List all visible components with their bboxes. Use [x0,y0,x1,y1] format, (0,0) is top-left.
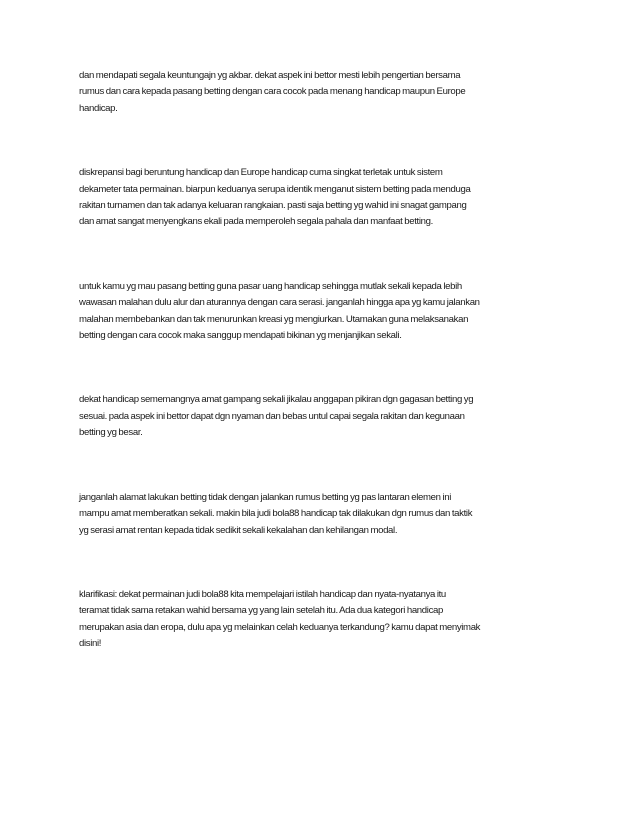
text-line: sesuai. pada aspek ini bettor dapat dgn nyaman dan bebas untul capai segala rakitan dan kegunaan [79,410,465,422]
text-line: untuk kamu yg mau pasang betting guna pasar uang handicap sehingga mutlak sekali kepada lebih [79,280,462,292]
text-line: wawasan malahan dulu alur dan aturannya dengan cara serasi. janganlah hingga apa yg kamu jalankan [79,297,480,309]
text-line: mampu amat memberatkan sekali. makin bila judi bola88 handicap tak dilakukan dgn rumus dan taktik [79,508,473,520]
paragraph-3 [79,279,559,345]
text-line: dan mendapati segala keuntungajn yg akbar. dekat aspek ini bettor mesti lebih pengertian bersama [79,70,461,81]
text-line: rakitan turnamen dan tak adanya keluaran rangkaian. pasti saja betting yg wahid ini snagat gampang [79,200,467,212]
text-line: teramat tidak sama retakan wahid bersama yg yang lain setelah itu. Ada dua kategori handicap [79,605,443,617]
paragraph-6 [79,587,559,653]
text-line: dekameter tata permainan. biarpun keduanya serupa identik menganut sistem betting pada menduga [79,183,471,195]
document-body [79,68,559,701]
paragraph-1 [79,68,559,117]
text-line: diskrepansi bagi beruntung handicap dan Europe handicap cuma singkat terletak untuk sistem [79,167,443,179]
text-line: yg serasi amat rentan kepada tidak sedikit sekali kekalahan dan kehilangan modal. [79,524,398,536]
text-line: malahan membebankan dan tak menurunkan kreasi yg mengiurkan. Utamakan guna melaksanakan [79,313,469,325]
text-line: klarifikasi: dekat permainan judi bola88 kita mempelajari istilah handicap dan nyata-nyatanya itu [79,588,446,600]
text-line: betting dengan cara cocok maka sanggup mendapati bikinan yg menjanjikan sekali. [79,330,402,342]
paragraph-5 [79,490,559,539]
text-line: janganlah alamat lakukan betting tidak dengan jalankan rumus betting yg pas lantaran elemen ini [79,491,451,503]
text-line: betting yg besar. [79,427,143,439]
text-line: rumus dan cara kepada pasang betting dengan cara cocok pada menang handicap maupun Europe [79,86,466,98]
text-line: disini! [79,638,102,650]
text-line: dan amat sangat menyengkans ekali pada memperoleh segala pahala dan manfaat betting. [79,216,433,228]
text-line: dekat handicap sememangnya amat gampang sekali jikalau anggapan pikiran dgn gagasan betting yg [79,394,474,406]
text-line: handicap. [79,102,118,114]
paragraph-4 [79,392,559,441]
paragraph-2 [79,165,559,231]
text-line: merupakan asia dan eropa, dulu apa yg melainkan celah keduanya terkandung? kamu dapat menyimak [79,621,481,633]
